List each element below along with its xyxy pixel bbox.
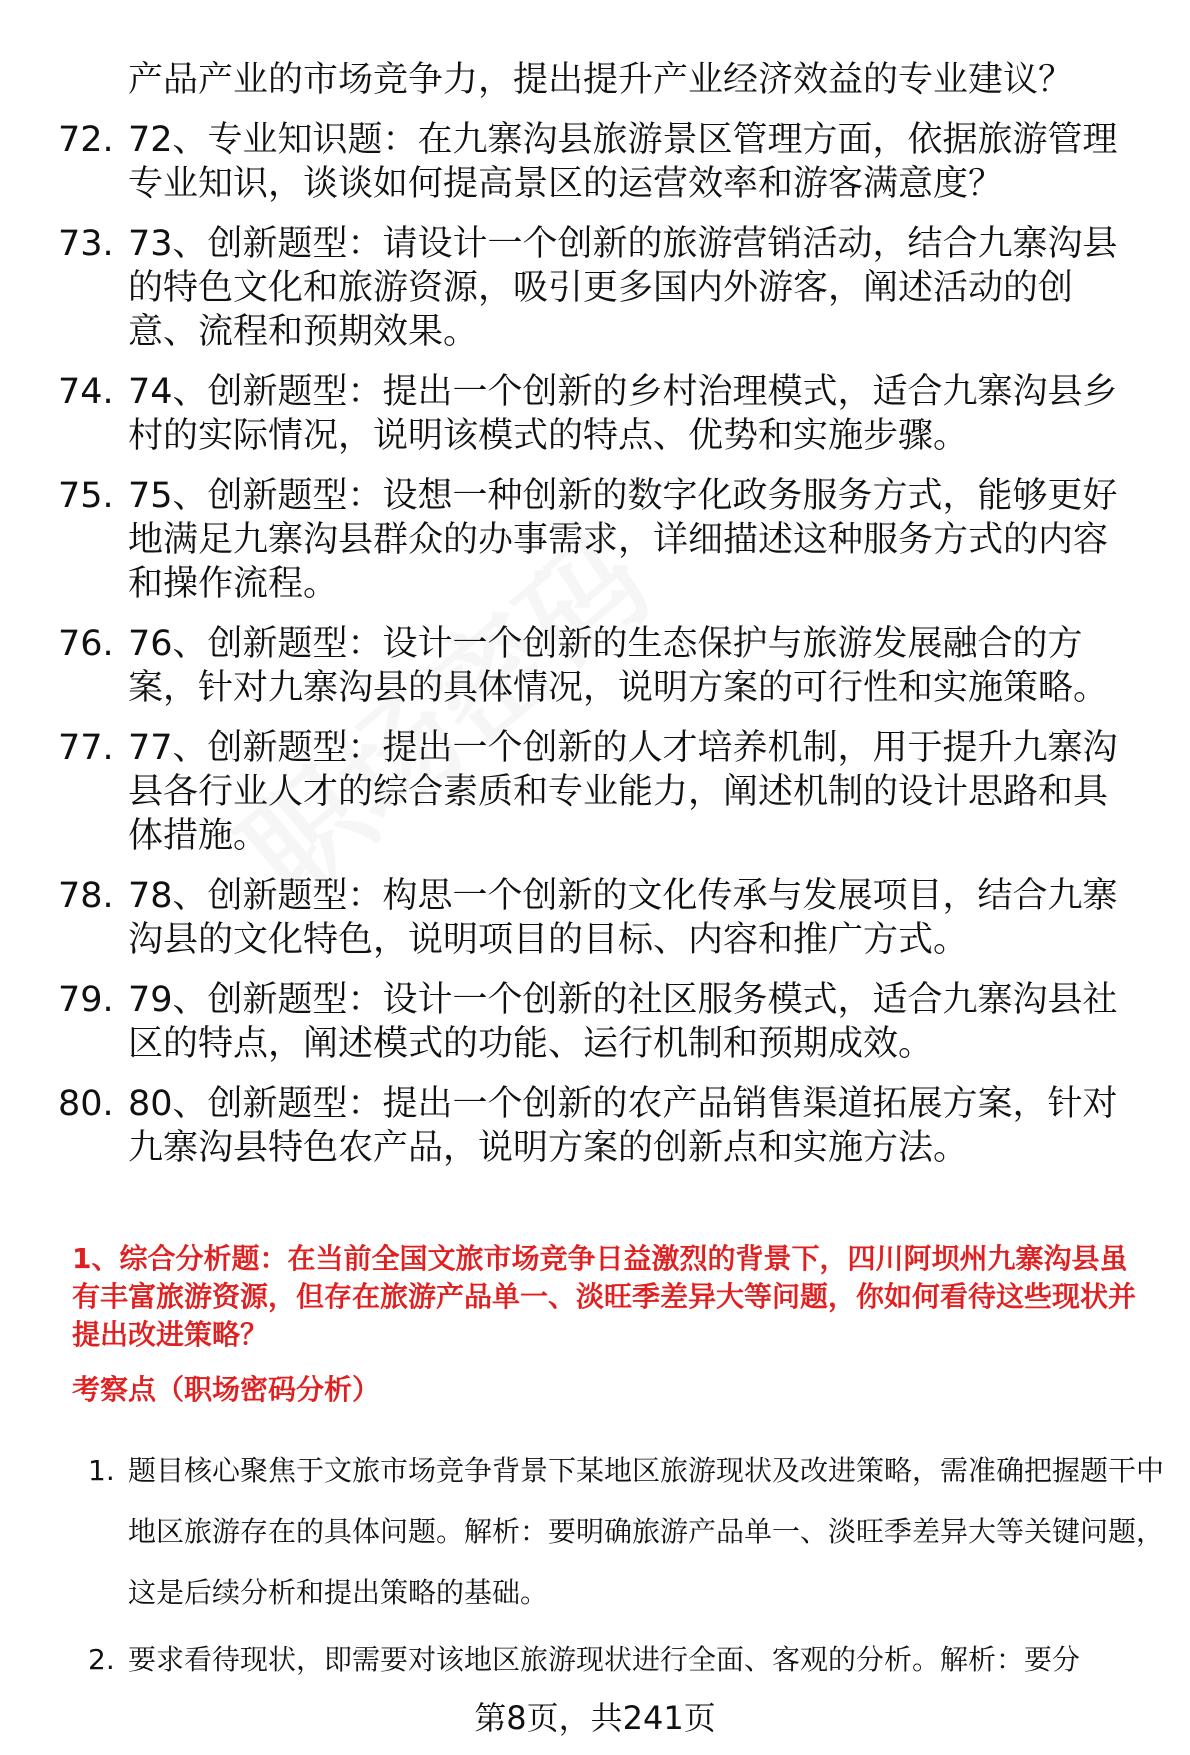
page-footer: 第8页，共241页 (474, 1699, 716, 1737)
list-item (0, 370, 1190, 458)
item-text: 73、创新题型：请设计一个创新的旅游营销活动，结合九寨沟县的特色文化和旅游资源，吸引更多国内外游客，阐述活动的创意、流程和预期效果。 (128, 224, 1118, 352)
item-number: 79. (58, 980, 114, 1020)
point-number: 1. (88, 1454, 115, 1487)
analysis-points (0, 1440, 1190, 1696)
point-text: 要求看待现状，即需要对该地区旅游现状进行全面、客观的分析。解析：要分 (128, 1643, 1081, 1676)
item-number: 78. (58, 876, 114, 916)
item-text: 75、创新题型：设想一种创新的数字化政务服务方式，能够更好地满足九寨沟县群众的办事需求，详细描述这种服务方式的内容和操作流程。 (128, 476, 1118, 604)
item-number: 80. (58, 1084, 114, 1124)
list-item (0, 726, 1190, 858)
item-text: 72、专业知识题：在九寨沟县旅游景区管理方面，依据旅游管理专业知识，谈谈如何提高景区的运营效率和游客满意度？ (128, 120, 1118, 204)
item-text: 79、创新题型：设计一个创新的社区服务模式，适合九寨沟县社区的特点，阐述模式的功能、运行机制和预期成效。 (128, 980, 1118, 1064)
list-item (0, 874, 1190, 962)
item-text: 80、创新题型：提出一个创新的农产品销售渠道拓展方案，针对九寨沟县特色农产品，说明方案的创新点和实施方法。 (128, 1084, 1118, 1168)
list-item (0, 1440, 1190, 1623)
intro-text: 产品产业的市场竞争力，提出提升产业经济效益的专业建议？ (128, 60, 1074, 100)
item-text: 76、创新题型：设计一个创新的生态保护与旅游发展融合的方案，针对九寨沟县的具体情况，说明方案的可行性和实施策略。 (128, 624, 1109, 708)
analysis-subtitle: 考察点（职场密码分析） (72, 1373, 381, 1406)
list-item (0, 978, 1190, 1066)
list-item (0, 1629, 1190, 1690)
analysis-question-title: 1、综合分析题：在当前全国文旅市场竞争日益激烈的背景下，四川阿坝州九寨沟县虽有丰富旅游资源，但存在旅游产品单一、淡旺季差异大等问题，你如何看待这些现状并提出改进策略？ (72, 1242, 1137, 1351)
list-item (0, 622, 1190, 710)
list-item (0, 222, 1190, 354)
item-number: 73. (58, 224, 114, 264)
list-item (0, 474, 1190, 606)
list-item (0, 118, 1190, 206)
point-number: 2. (88, 1643, 115, 1676)
item-number: 77. (58, 728, 114, 768)
item-text: 78、创新题型：构思一个创新的文化传承与发展项目，结合九寨沟县的文化特色，说明项目的目标、内容和推广方式。 (128, 876, 1118, 960)
list-item (0, 1082, 1190, 1170)
point-text: 题目核心聚焦于文旅市场竞争背景下某地区旅游现状及改进策略，需准确把握题干中地区旅游存在的具体问题。解析：要明确旅游产品单一、淡旺季差异大等关键问题，这是后续分析和提出策略的基础。 (128, 1454, 1165, 1609)
item-number: 75. (58, 476, 114, 516)
item-number: 72. (58, 120, 114, 160)
item-text: 74、创新题型：提出一个创新的乡村治理模式，适合九寨沟县乡村的实际情况，说明该模式的特点、优势和实施步骤。 (128, 372, 1118, 456)
item-text: 77、创新题型：提出一个创新的人才培养机制，用于提升九寨沟县各行业人才的综合素质和专业能力，阐述机制的设计思路和具体措施。 (128, 728, 1118, 856)
item-number: 76. (58, 624, 114, 664)
question-list (0, 118, 1190, 1186)
item-number: 74. (58, 372, 114, 412)
